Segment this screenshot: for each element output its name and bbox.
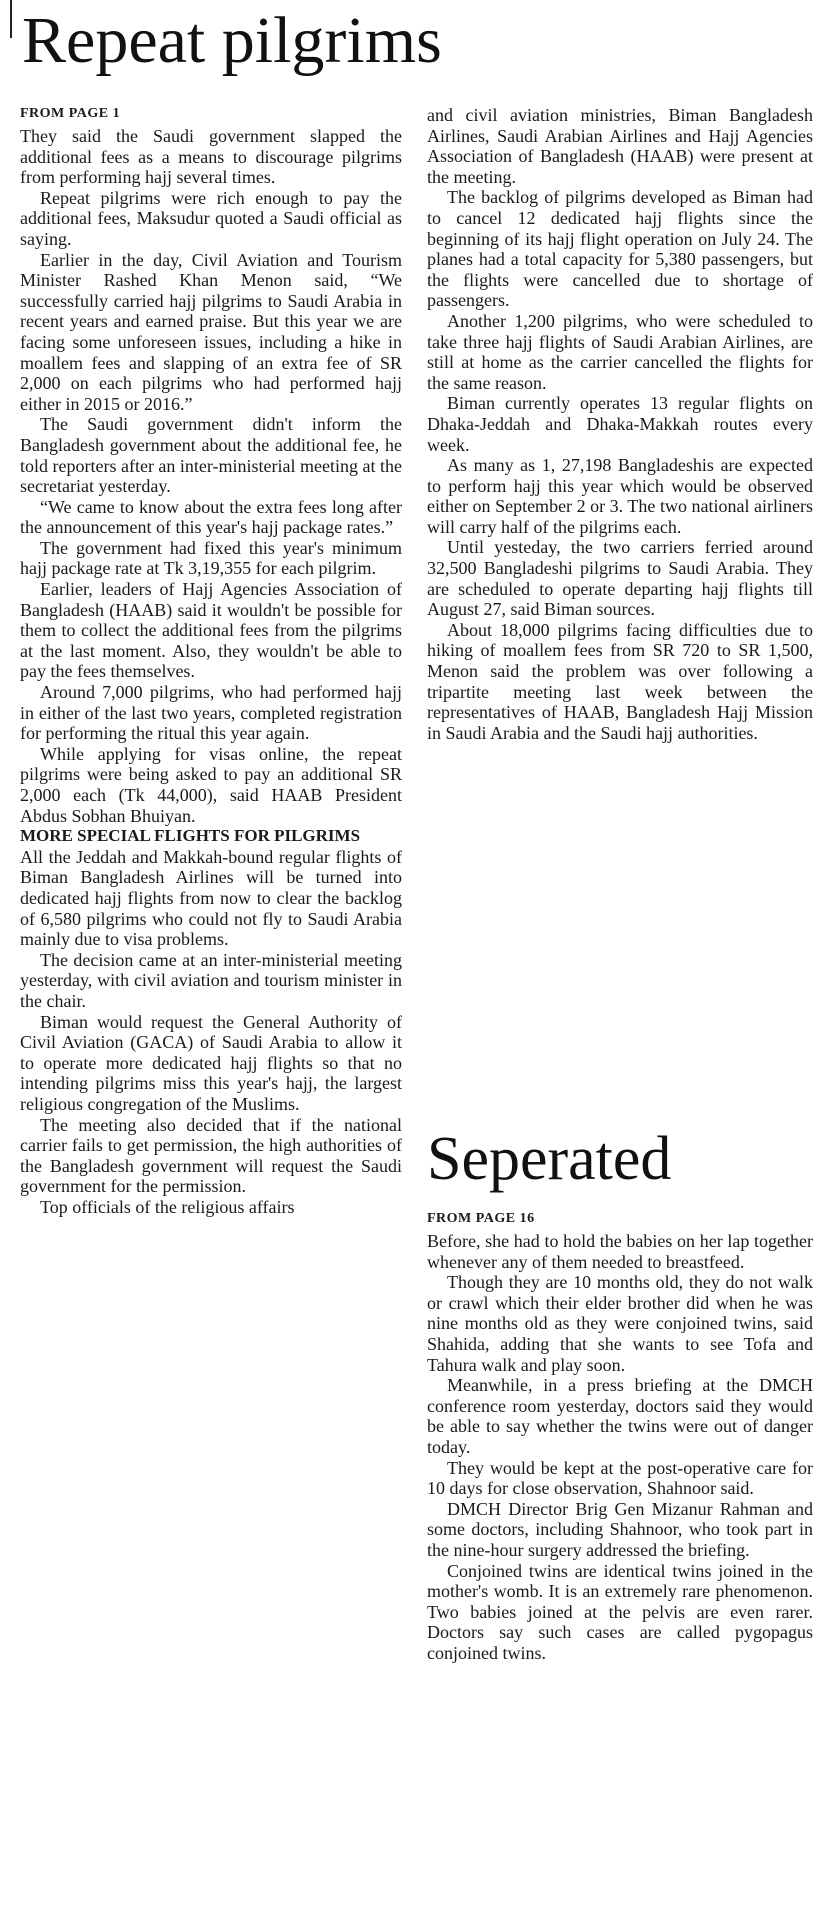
paragraph: The meeting also decided that if the national carrier fails to get permission, the high authorities of the Bangladesh government will request the Saudi government for the permission. — [20, 1114, 402, 1197]
paragraph: All the Jeddah and Makkah-bound regular flights of Biman Bangladesh Airlines will be turned into dedicated hajj flights from now to clear the backlog of 6,580 pilgrims who could not fly to Saudi Arabia mainly due to visa problems. — [20, 846, 402, 950]
column-rule — [10, 0, 12, 38]
paragraph: They said the Saudi government slapped the additional fees as a means to discourage pilgrims from performing hajj several times. — [20, 126, 402, 188]
paragraph: They would be kept at the post-operative care for 10 days for close observation, Shahnoor said. — [427, 1457, 813, 1499]
story2-column — [427, 1210, 813, 1663]
paragraph: The Saudi government didn't inform the Bangladesh government about the additional fee, he told reporters after an inter-ministerial meeting at the secretariat yesterday. — [20, 414, 402, 497]
paragraph: Another 1,200 pilgrims, who were scheduled to take three hajj flights of Saudi Arabian Airlines, are still at home as the carrier cancelled the flights for the same reason. — [427, 310, 813, 393]
paragraph: Meanwhile, in a press briefing at the DMCH conference room yesterday, doctors said they would be able to say whether the twins were out of danger today. — [427, 1375, 813, 1457]
paragraph: Around 7,000 pilgrims, who had performed hajj in either of the last two years, completed registration for performing the ritual this year again. — [20, 682, 402, 744]
paragraph: As many as 1, 27,198 Bangladeshis are expected to perform hajj this year which would be observed either on September 2 or 3. The two national airliners will carry half of the pilgrims each. — [427, 455, 813, 537]
paragraph: Top officials of the religious affairs — [40, 1196, 295, 1217]
paragraph: The decision came at an inter-ministerial meeting yesterday, with civil aviation and tourism minister in the chair. — [20, 949, 402, 1011]
paragraph: Repeat pilgrims were rich enough to pay the additional fees, Maksudur quoted a Saudi official as saying. — [20, 187, 402, 249]
paragraph: Earlier in the day, Civil Aviation and Tourism Minister Rashed Khan Menon said, “We successfully carried hajj pilgrims to Saudi Arabia in recent years and earned praise. But this year we are facing some unforeseen issues, including a hike in moallem fees and slapping of an extra fee of SR 2,000 on each pilgrims who had performed hajj either in 2015 or 2016.” — [20, 249, 402, 414]
jump-line: FROM PAGE 1 — [20, 106, 121, 121]
subheading: MORE SPECIAL FLIGHTS FOR PILGRIMS — [20, 826, 361, 846]
paragraph: Before, she had to hold the babies on her lap together whenever any of them needed to breastfeed. — [427, 1231, 813, 1272]
story1-column-1 — [20, 105, 402, 1217]
paragraph: Biman currently operates 13 regular flights on Dhaka-Jeddah and Dhaka-Makkah routes every week. — [427, 393, 813, 455]
paragraph: Conjoined twins are identical twins joined in the mother's womb. It is an extremely rare phenomenon. Two babies joined at the pelvis are even rarer. Doctors say such cases are called pygopagus conjoined twins. — [427, 1560, 813, 1663]
paragraph: Biman would request the General Authority of Civil Aviation (GACA) of Saudi Arabia to allow it to operate more dedicated hajj flights so that no intending pilgrims miss this year's hajj, the largest religious congregation of the Muslims. — [20, 1011, 402, 1114]
paragraph: The backlog of pilgrims developed as Biman had to cancel 12 dedicated hajj flights since the beginning of its hajj flight operation on July 24. The planes had a total capacity for 5,380 passengers, but the flights were cancelled due to shortage of passengers. — [427, 187, 813, 311]
paragraph: Until yesteday, the two carriers ferried around 32,500 Bangladeshi pilgrims to Saudi Arabia. They are scheduled to operate departing hajj flights till August 27, said Biman sources. — [427, 537, 813, 620]
headline-seperated: Seperated — [427, 1125, 672, 1193]
paragraph: Earlier, leaders of Hajj Agencies Association of Bangladesh (HAAB) said it wouldn't be possible for them to collect the additional fees from the pilgrims at the last moment. Also, they wouldn't be able to pay the fees themselves. — [20, 579, 402, 682]
headline-repeat-pilgrims: Repeat pilgrims — [22, 4, 442, 77]
paragraph: While applying for visas online, the repeat pilgrims were being asked to pay an additional SR 2,000 each (Tk 44,000), said HAAB President Abdus Sobhan Bhuiyan. — [20, 743, 402, 826]
paragraph: About 18,000 pilgrims facing difficulties due to hiking of moallem fees from SR 720 to SR 1,500, Menon said the problem was over following a tripartite meeting last week between the representatives of HAAB, Bangladesh Hajj Mission in Saudi Arabia and the Saudi hajj authorities. — [427, 619, 813, 743]
paragraph: The government had fixed this year's minimum hajj package rate at Tk 3,19,355 for each pilgrim. — [20, 537, 402, 579]
jump-line: FROM PAGE 16 — [427, 1211, 535, 1226]
paragraph: DMCH Director Brig Gen Mizanur Rahman and some doctors, including Shahnoor, who took part in the nine-hour surgery addressed the briefing. — [427, 1498, 813, 1560]
story1-column-2 — [427, 105, 813, 743]
paragraph: “We came to know about the extra fees long after the announcement of this year's hajj package rates.” — [20, 496, 402, 538]
paragraph: and civil aviation ministries, Biman Bangladesh Airlines, Saudi Arabian Airlines and Hajj Agencies Association of Bangladesh (HAAB) were present at the meeting. — [427, 105, 813, 187]
paragraph: Though they are 10 months old, they do not walk or crawl which their elder brother did when he was nine months old as they were conjoined twins, said Shahida, adding that she wants to see Tofa and Tahura walk and play soon. — [427, 1272, 813, 1375]
